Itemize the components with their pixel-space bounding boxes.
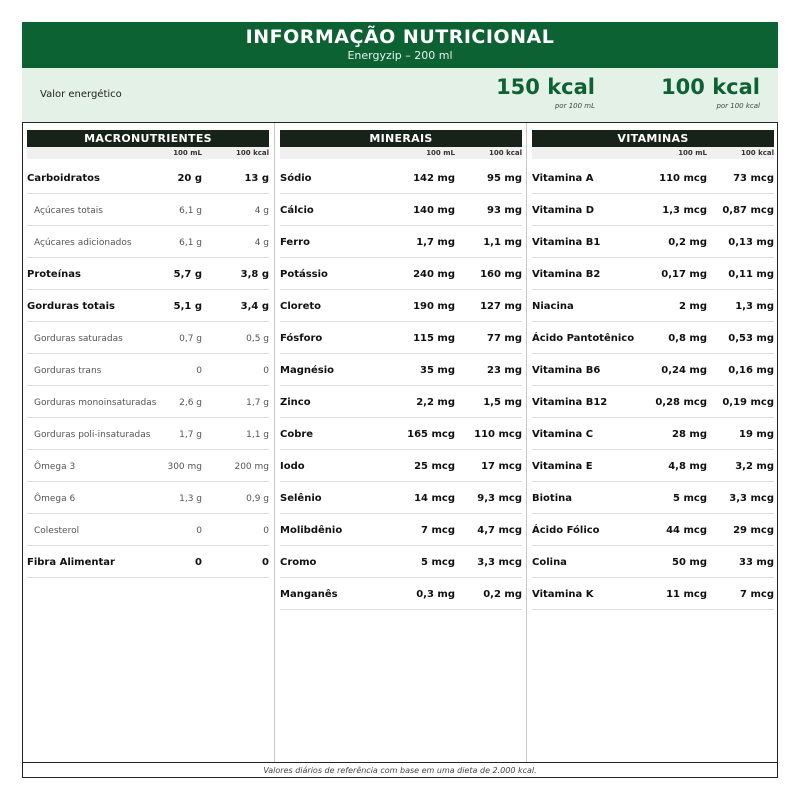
value-per-100ml: 140 mg [413, 205, 455, 216]
value-per-100kcal: 4 g [254, 206, 269, 216]
value-per-100ml: 1,3 mcg [662, 205, 707, 216]
value-per-100kcal: 0,16 mg [728, 365, 774, 376]
nutrient-name: Biotina [532, 493, 572, 504]
nutrient-name: Carboidratos [27, 173, 100, 184]
value-per-100kcal: 0,19 mcg [722, 397, 774, 408]
table-row [532, 226, 774, 258]
value-per-100ml: 2 mg [678, 301, 707, 312]
value-per-100ml: 5,7 g [173, 269, 202, 280]
value-per-100kcal: 1,7 g [246, 398, 269, 408]
nutrient-name: Cloreto [280, 301, 322, 312]
value-per-100ml: 1,3 g [179, 494, 202, 504]
table-row [532, 354, 774, 386]
table-row [532, 578, 774, 610]
nutrient-name: Vitamina B6 [532, 365, 601, 376]
nutrient-name: Vitamina B1 [532, 237, 601, 248]
nutrient-name: Cálcio [280, 205, 314, 216]
value-per-100ml: 50 mg [672, 557, 707, 568]
table-row [27, 162, 269, 194]
energy-value-100ml: 150 kcal [496, 75, 595, 99]
column-minerals [280, 130, 522, 610]
table-row [532, 482, 774, 514]
value-per-100kcal: 0,2 mg [483, 589, 522, 600]
value-per-100ml: 0,8 mg [668, 333, 707, 344]
table-row [27, 258, 269, 290]
table-row [280, 578, 522, 610]
value-per-100kcal: 1,5 mg [483, 397, 522, 408]
nutrient-name: Colesterol [34, 526, 80, 536]
energy-unit-100ml: por 100 mL [554, 102, 595, 110]
nutrient-name: Ômega 6 [34, 494, 76, 504]
nutrient-rows [27, 162, 269, 578]
value-per-100kcal: 73 mcg [733, 173, 774, 184]
value-per-100ml: 2,2 mg [416, 397, 455, 408]
value-per-100kcal: 0,53 mg [728, 333, 774, 344]
value-per-100ml: 35 mg [420, 365, 455, 376]
value-per-100ml: 28 mg [672, 429, 707, 440]
value-per-100ml: 6,1 g [179, 238, 202, 248]
energy-unit-100kcal: por 100 kcal [716, 102, 760, 110]
value-per-100kcal: 3,2 mg [735, 461, 774, 472]
table-row [280, 546, 522, 578]
nutrient-name: Proteínas [27, 269, 81, 280]
value-per-100kcal: 3,8 g [240, 269, 269, 280]
value-per-100ml: 14 mcg [414, 493, 455, 504]
value-per-100kcal: 0,13 mg [728, 237, 774, 248]
table-row [27, 354, 269, 386]
value-per-100kcal: 95 mg [487, 173, 522, 184]
value-per-100ml: 142 mg [413, 173, 455, 184]
nutrient-name: Vitamina K [532, 589, 594, 600]
table-row [532, 386, 774, 418]
subheader-100kcal: 100 kcal [741, 149, 774, 157]
column-vitamins [532, 130, 774, 610]
value-per-100kcal: 3,3 mcg [477, 557, 522, 568]
nutrient-name: Gorduras poli-insaturadas [34, 430, 151, 440]
value-per-100kcal: 7 mcg [740, 589, 774, 600]
table-row [532, 450, 774, 482]
nutrient-name: Ácido Fólico [532, 525, 600, 536]
table-row [280, 450, 522, 482]
value-per-100ml: 44 mcg [666, 525, 707, 536]
nutrient-name: Vitamina B12 [532, 397, 608, 408]
table-row [280, 258, 522, 290]
value-per-100ml: 0,24 mg [661, 365, 707, 376]
value-per-100ml: 300 mg [167, 462, 202, 472]
table-row [532, 322, 774, 354]
value-per-100kcal: 0 [262, 557, 269, 568]
table-row [280, 226, 522, 258]
column-title: MINERAIS [280, 130, 522, 147]
label-header [22, 22, 778, 68]
nutrient-name: Manganês [280, 589, 338, 600]
nutrient-rows [280, 162, 522, 610]
footer-note: Valores diários de referência com base em uma dieta de 2.000 kcal. [263, 766, 537, 775]
value-per-100ml: 0,3 mg [416, 589, 455, 600]
nutrient-name: Açúcares adicionados [34, 238, 132, 248]
table-row [280, 290, 522, 322]
value-per-100kcal: 93 mg [487, 205, 522, 216]
column-divider [526, 123, 527, 763]
value-per-100ml: 1,7 g [179, 430, 202, 440]
nutrient-name: Fósforo [280, 333, 323, 344]
value-per-100kcal: 110 mcg [474, 429, 522, 440]
value-per-100ml: 2,6 g [179, 398, 202, 408]
column-title: VITAMINAS [532, 130, 774, 147]
table-row [27, 226, 269, 258]
table-row [27, 546, 269, 578]
value-per-100ml: 5 mcg [421, 557, 455, 568]
table-row [532, 258, 774, 290]
nutrient-name: Ácido Pantotênico [532, 333, 635, 344]
value-per-100kcal: 200 mg [234, 462, 269, 472]
subheader-100ml: 100 mL [173, 149, 202, 157]
nutrient-name: Ômega 3 [34, 462, 76, 472]
energy-value-band [22, 68, 778, 122]
energy-label: Valor energético [40, 89, 122, 100]
table-row [280, 386, 522, 418]
table-row [27, 514, 269, 546]
value-per-100kcal: 0,11 mg [728, 269, 774, 280]
table-row [280, 194, 522, 226]
value-per-100ml: 0,17 mg [661, 269, 707, 280]
subheader-100ml: 100 mL [426, 149, 455, 157]
value-per-100ml: 7 mcg [421, 525, 455, 536]
nutrient-name: Colina [532, 557, 567, 568]
column-subheader [532, 147, 774, 159]
nutrient-name: Magnésio [280, 365, 335, 376]
value-per-100kcal: 0,87 mcg [722, 205, 774, 216]
value-per-100kcal: 0 [263, 366, 269, 376]
subheader-100ml: 100 mL [678, 149, 707, 157]
nutrient-name: Vitamina E [532, 461, 593, 472]
value-per-100kcal: 3,4 g [240, 301, 269, 312]
page-title: INFORMAÇÃO NUTRICIONAL [245, 26, 555, 48]
value-per-100ml: 165 mcg [407, 429, 455, 440]
nutrient-name: Vitamina B2 [532, 269, 601, 280]
nutrient-name: Zinco [280, 397, 311, 408]
column-divider [274, 123, 275, 763]
value-per-100kcal: 13 g [244, 173, 269, 184]
nutrient-name: Vitamina A [532, 173, 594, 184]
table-row [532, 162, 774, 194]
table-row [27, 482, 269, 514]
value-per-100ml: 0 [195, 557, 202, 568]
nutrient-name: Fibra Alimentar [27, 557, 115, 568]
value-per-100ml: 6,1 g [179, 206, 202, 216]
value-per-100kcal: 1,3 mg [735, 301, 774, 312]
value-per-100ml: 0,7 g [179, 334, 202, 344]
value-per-100kcal: 9,3 mcg [477, 493, 522, 504]
table-row [532, 418, 774, 450]
nutrient-name: Vitamina D [532, 205, 595, 216]
table-row [280, 418, 522, 450]
value-per-100kcal: 4 g [254, 238, 269, 248]
nutrient-name: Niacina [532, 301, 574, 312]
table-row [27, 418, 269, 450]
value-per-100ml: 11 mcg [666, 589, 707, 600]
table-row [27, 386, 269, 418]
value-per-100ml: 4,8 mg [668, 461, 707, 472]
table-row [532, 546, 774, 578]
nutrient-name: Ferro [280, 237, 310, 248]
table-row [280, 514, 522, 546]
nutrient-name: Cobre [280, 429, 314, 440]
table-row [532, 514, 774, 546]
value-per-100ml: 0 [196, 526, 202, 536]
nutrient-name: Gorduras monoinsaturadas [34, 398, 157, 408]
value-per-100kcal: 160 mg [480, 269, 522, 280]
column-subheader [280, 147, 522, 159]
subheader-100kcal: 100 kcal [489, 149, 522, 157]
table-row [280, 162, 522, 194]
nutrient-name: Vitamina C [532, 429, 594, 440]
nutrient-name: Selênio [280, 493, 322, 504]
value-per-100kcal: 0,9 g [246, 494, 269, 504]
value-per-100ml: 110 mcg [659, 173, 707, 184]
column-title: MACRONUTRIENTES [27, 130, 269, 147]
nutrient-name: Gorduras saturadas [34, 334, 123, 344]
value-per-100ml: 0,28 mcg [655, 397, 707, 408]
subheader-100kcal: 100 kcal [236, 149, 269, 157]
value-per-100ml: 25 mcg [414, 461, 455, 472]
value-per-100ml: 115 mg [413, 333, 455, 344]
value-per-100ml: 0,2 mg [668, 237, 707, 248]
product-subtitle: Energyzip – 200 ml [347, 49, 453, 62]
column-macronutrients [27, 130, 269, 578]
table-row [532, 194, 774, 226]
value-per-100ml: 190 mg [413, 301, 455, 312]
nutrition-table-frame [22, 122, 778, 778]
value-per-100kcal: 17 mcg [481, 461, 522, 472]
value-per-100ml: 5,1 g [173, 301, 202, 312]
table-row [532, 290, 774, 322]
nutrient-name: Sódio [280, 173, 312, 184]
energy-value-100kcal: 100 kcal [661, 75, 760, 99]
table-row [27, 450, 269, 482]
value-per-100kcal: 23 mg [487, 365, 522, 376]
nutrient-rows [532, 162, 774, 610]
value-per-100kcal: 4,7 mcg [477, 525, 522, 536]
value-per-100kcal: 1,1 g [246, 430, 269, 440]
nutrient-name: Açúcares totais [34, 206, 103, 216]
value-per-100kcal: 0,5 g [246, 334, 269, 344]
nutrient-name: Potássio [280, 269, 328, 280]
nutrient-name: Gorduras totais [27, 301, 115, 312]
table-row [280, 354, 522, 386]
column-subheader [27, 147, 269, 159]
value-per-100ml: 0 [196, 366, 202, 376]
table-row [280, 322, 522, 354]
value-per-100kcal: 1,1 mg [483, 237, 522, 248]
value-per-100ml: 5 mcg [673, 493, 707, 504]
nutrient-name: Molibdênio [280, 525, 343, 536]
value-per-100ml: 1,7 mg [416, 237, 455, 248]
nutrient-name: Gorduras trans [34, 366, 102, 376]
value-per-100kcal: 3,3 mcg [729, 493, 774, 504]
table-row [27, 290, 269, 322]
value-per-100kcal: 29 mcg [733, 525, 774, 536]
value-per-100kcal: 33 mg [739, 557, 774, 568]
value-per-100kcal: 77 mg [487, 333, 522, 344]
nutrient-name: Iodo [280, 461, 305, 472]
table-row [27, 194, 269, 226]
value-per-100kcal: 0 [263, 526, 269, 536]
value-per-100ml: 240 mg [413, 269, 455, 280]
value-per-100kcal: 19 mg [739, 429, 774, 440]
nutrient-name: Cromo [280, 557, 317, 568]
value-per-100ml: 20 g [177, 173, 202, 184]
table-row [280, 482, 522, 514]
table-row [27, 322, 269, 354]
value-per-100kcal: 127 mg [480, 301, 522, 312]
